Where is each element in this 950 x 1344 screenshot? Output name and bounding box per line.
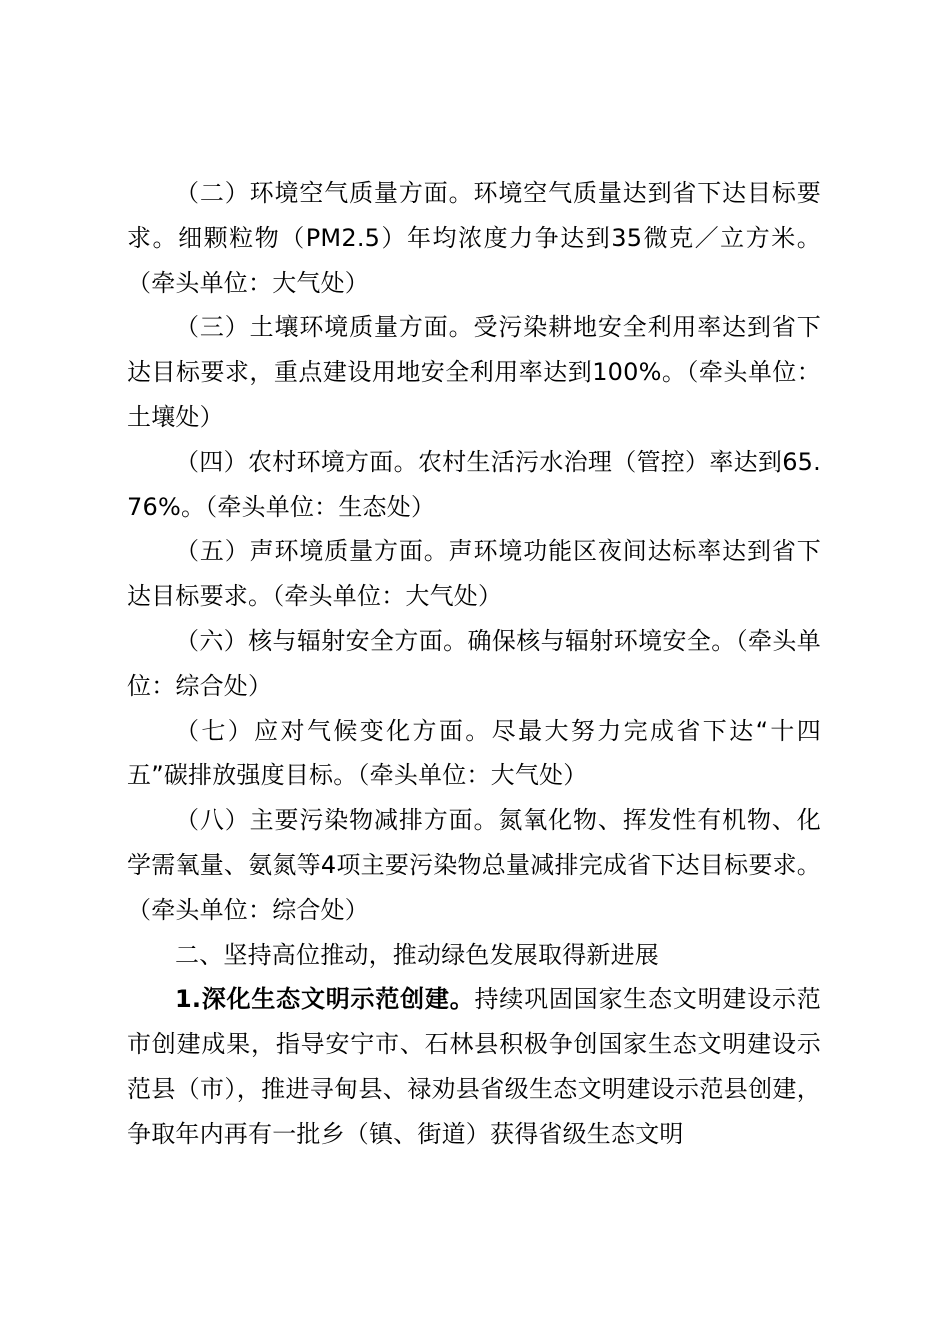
paragraph-air-quality: （二）环境空气质量方面。环境空气质量达到省下达目标要求。细颗粒物（PM2.5）年均浓度力争达到35微克／立方米。（牵头单位：大气处） xyxy=(127,179,821,297)
paragraph-rural-environment: （四）农村环境方面。农村生活污水治理（管控）率达到65.76%。（牵头单位：生态处） xyxy=(127,447,821,521)
paragraph-climate-change: （七）应对气候变化方面。尽最大努力完成省下达“十四五”碳排放强度目标。（牵头单位：大气处） xyxy=(127,716,821,790)
section-heading: 二、坚持高位推动，推动绿色发展取得新进展 xyxy=(175,940,659,969)
paragraph-item-1 xyxy=(127,977,821,1156)
item-1-text: 持续巩固国家生态文明建设示范市创建成果，指导安宁市、石林县积极争创国家生态文明建设示范县（市），推进寻甸县、禄劝县省级生态文明建设示范县创建，争取年内再有一批乡（镇、街道）获得省级生态文明 xyxy=(127,985,821,1148)
paragraph-nuclear-safety: （六）核与辐射安全方面。确保核与辐射环境安全。（牵头单位：综合处） xyxy=(127,626,821,700)
document-body xyxy=(127,171,821,1157)
paragraph-noise-environment: （五）声环境质量方面。声环境功能区夜间达标率达到省下达目标要求。（牵头单位：大气处） xyxy=(127,537,821,611)
item-1-title: 1.深化生态文明示范创建。 xyxy=(175,985,475,1014)
paragraph-emission-reduction: （八）主要污染物减排方面。氮氧化物、挥发性有机物、化学需氧量、氨氮等4项主要污染物总量减排完成省下达目标要求。（牵头单位：综合处） xyxy=(127,806,821,924)
paragraph-soil-quality: （三）土壤环境质量方面。受污染耕地安全利用率达到省下达目标要求，重点建设用地安全利用率达到100%。（牵头单位：土壤处） xyxy=(127,313,821,431)
